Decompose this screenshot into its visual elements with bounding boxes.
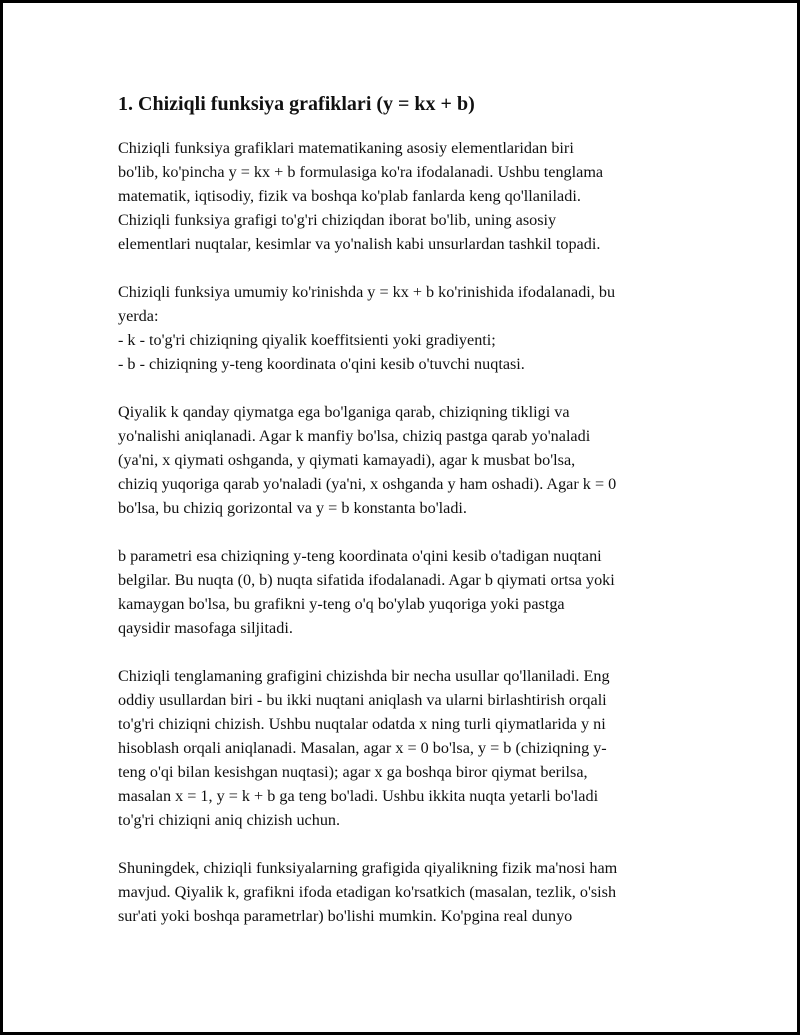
document-body [118, 89, 698, 952]
paragraph-slope: Qiyalik k qanday qiymatga ega bo'lganiga qarab, chiziqning tikligi va yo'nalishi aniqlanadi. Agar k manfiy bo'lsa, chiziq pastga qarab yo'naladi (ya'ni, x qiymati oshganda, y qiymati kamayadi), agar k musbat bo'lsa, chiziq yuqoriga qarab yo'naladi (ya'ni, x oshganda y ham oshadi). Agar k = 0 bo'lsa, bu chiziq gorizontal va y = b konstanta bo'ladi. [118, 403, 617, 517]
paragraph-intercept: b parametri esa chiziqning y-teng koordinata o'qini kesib o'tadigan nuqtani belgilar. Bu nuqta (0, b) nuqta sifatida ifodalanadi. Agar b qiymati ortsa yoki kamaygan bo'lsa, bu grafikni y-teng o'q bo'ylab yuqoriga yoki pastga qaysidir masofaga siljitadi. [118, 547, 615, 637]
section-heading: 1. Chiziqli funksiya grafiklari (y = kx + b) [118, 93, 475, 115]
paragraph-general-form: Chiziqli funksiya umumiy ko'rinishda y = kx + b ko'rinishida ifodalanadi, bu yerda: - k - to'g'ri chiziqning qiyalik koeffitsienti yoki gradiyenti; - b - chiziqning y-teng koordinata o'qini kesib o'tuvchi nuqtasi. [118, 283, 616, 373]
paragraph-intro: Chiziqli funksiya grafiklari matematikaning asosiy elementlaridan biri bo'lib, ko'pincha y = kx + b formulasiga ko'ra ifodalanadi. Ushbu tenglama matematik, iqtisodiy, fizik va boshqa ko'plab fanlarda keng qo'llaniladi. Chiziqli funksiya grafigi to'g'ri chiziqdan iborat bo'lib, uning asosiy elementlari nuqtalar, kesimlar va yo'nalish kabi unsurlardan tashkil topadi. [118, 139, 604, 253]
paragraph-slope-meaning: Shuningdek, chiziqli funksiyalarning grafigida qiyalikning fizik ma'nosi ham mavjud. Qiyalik k, grafikni ifoda etadigan ko'rsatkich (masalan, tezlik, o'sish sur'ati yoki boshqa parametrlar) bo'lishi mumkin. Ko'pgina real dunyo [118, 859, 618, 925]
paragraph-plotting-method: Chiziqli tenglamaning grafigini chizishda bir necha usullar qo'llaniladi. Eng oddiy usullardan biri - bu ikki nuqtani aniqlash va ularni birlashtirish orqali to'g'ri chiziqni chizish. Ushbu nuqtalar odatda x ning turli qiymatlarida y ni hisoblash orqali aniqlanadi. Masalan, agar x = 0 bo'lsa, y = b (chiziqning y- teng o'qi bilan kesishgan nuqtasi); agar x ga boshqa biror qiymat berilsa, masalan x = 1, y = k + b ga teng bo'ladi. Ushbu ikkita nuqta yetarli bo'ladi to'g'ri chiziqni aniq chizish uchun. [118, 667, 610, 829]
